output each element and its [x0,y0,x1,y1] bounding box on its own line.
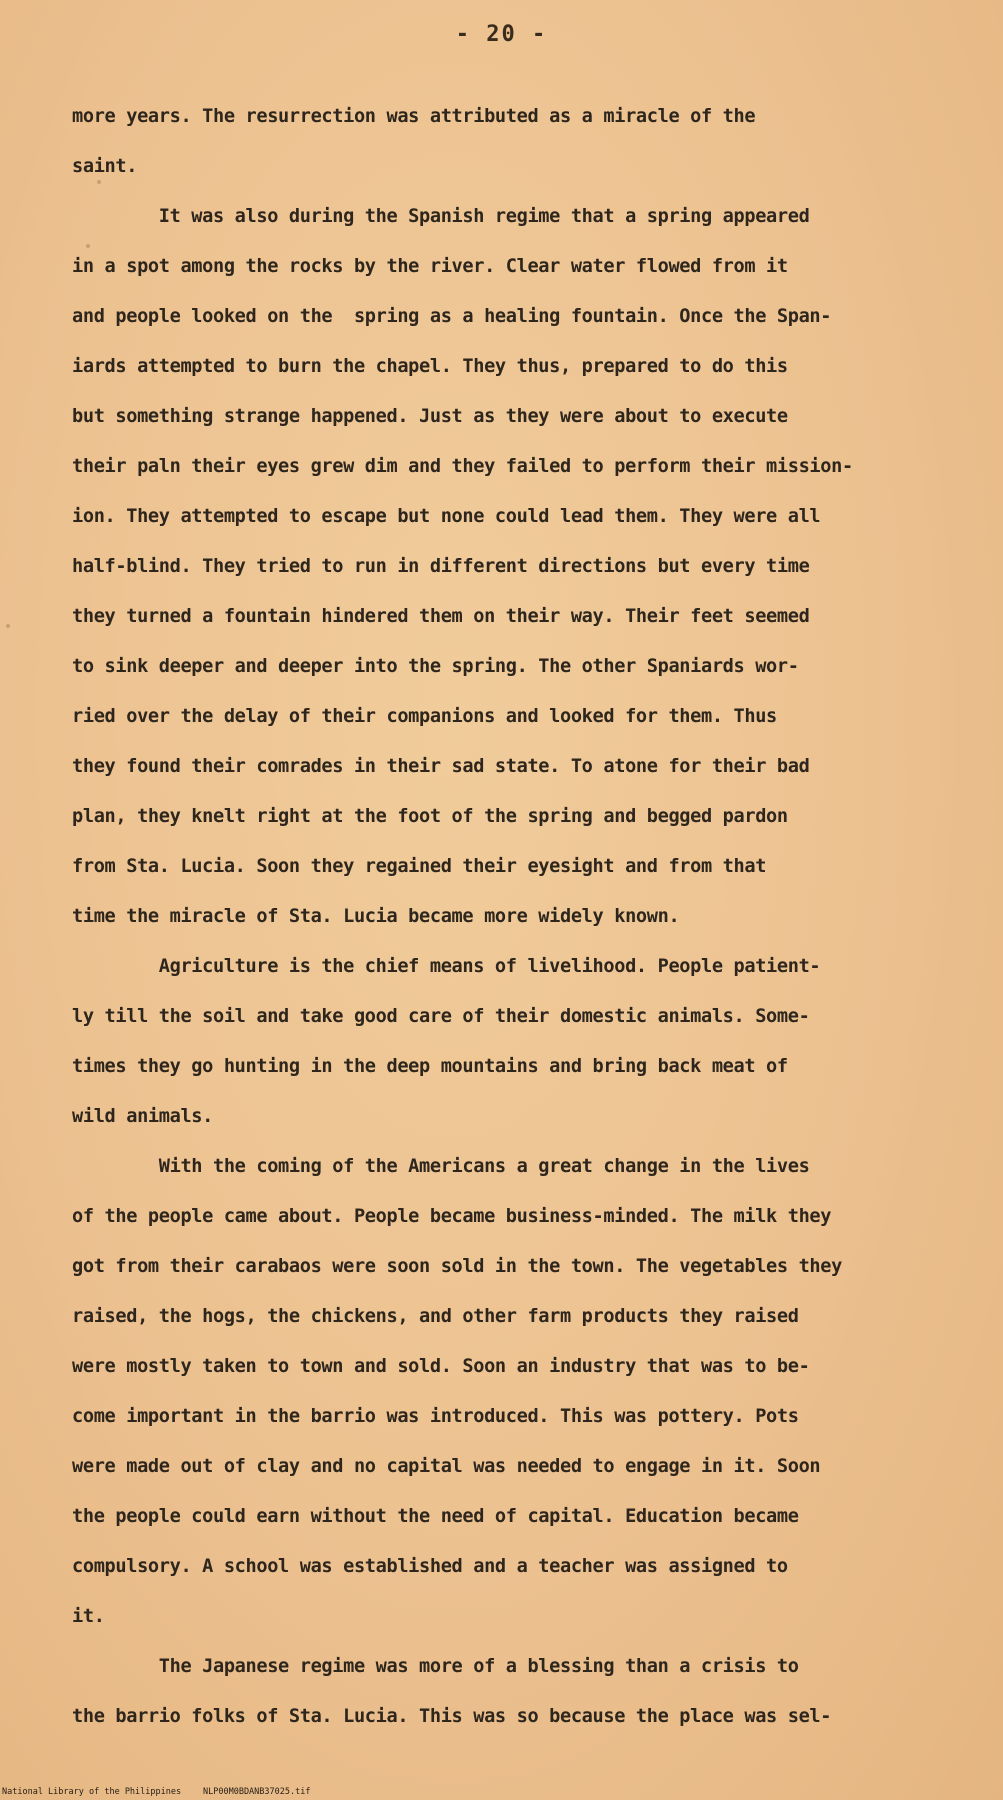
text-line: half-blind. They tried to run in different directions but every time [72,556,810,577]
text-line: the people could earn without the need of capital. Education became [72,1506,799,1527]
text-line: it. [72,1606,105,1627]
paper-speck [6,624,10,628]
text-line: they turned a fountain hindered them on their way. Their feet seemed [72,606,810,627]
text-line: iards attempted to burn the chapel. They thus, prepared to do this [72,356,788,377]
paper-speck [86,244,90,248]
text-line: saint. [72,156,138,177]
text-line: and people looked on the spring as a healing fountain. Once the Span- [72,306,832,327]
text-line: they found their comrades in their sad state. To atone for their bad [72,756,810,777]
text-line: ion. They attempted to escape but none could lead them. They were all [72,506,821,527]
text-line: their paln their eyes grew dim and they failed to perform their mission- [72,456,853,477]
body-text [72,92,952,1742]
text-line: but something strange happened. Just as they were about to execute [72,406,788,427]
text-line: more years. The resurrection was attributed as a miracle of the [72,106,756,127]
footer-filename: NLP00M0BDANB37025.tif [203,1787,311,1797]
text-line: come important in the barrio was introduced. This was pottery. Pots [72,1406,799,1427]
text-line: wild animals. [72,1106,213,1127]
text-line: were made out of clay and no capital was needed to engage in it. Soon [72,1456,821,1477]
text-line: to sink deeper and deeper into the spring. The other Spaniards wor- [72,656,799,677]
text-line: the barrio folks of Sta. Lucia. This was so because the place was sel- [72,1706,832,1727]
footer-library: National Library of the Philippines [2,1787,182,1797]
text-line: ried over the delay of their companions and looked for them. Thus [72,706,777,727]
text-line: got from their carabaos were soon sold in the town. The vegetables they [72,1256,842,1277]
text-line: from Sta. Lucia. Soon they regained their eyesight and from that [72,856,767,877]
text-line: Agriculture is the chief means of livelihood. People patient- [72,956,821,977]
text-line: were mostly taken to town and sold. Soon an industry that was to be- [72,1356,810,1377]
text-line: times they go hunting in the deep mountains and bring back meat of [72,1056,788,1077]
text-line: plan, they knelt right at the foot of the spring and begged pardon [72,806,788,827]
scan-footer [0,1786,1003,1800]
text-line: of the people came about. People became business-minded. The milk they [72,1206,832,1227]
page-number: - 20 - [455,22,548,47]
text-line: time the miracle of Sta. Lucia became more widely known. [72,906,680,927]
text-line: in a spot among the rocks by the river. Clear water flowed from it [72,256,788,277]
text-line: ly till the soil and take good care of their domestic animals. Some- [72,1006,810,1027]
text-line: It was also during the Spanish regime that a spring appeared [72,206,810,227]
text-line: raised, the hogs, the chickens, and other farm products they raised [72,1306,799,1327]
text-line: compulsory. A school was established and a teacher was assigned to [72,1556,788,1577]
paper-speck [97,180,101,184]
text-line: With the coming of the Americans a great change in the lives [72,1156,810,1177]
text-line: The Japanese regime was more of a blessing than a crisis to [72,1656,799,1677]
